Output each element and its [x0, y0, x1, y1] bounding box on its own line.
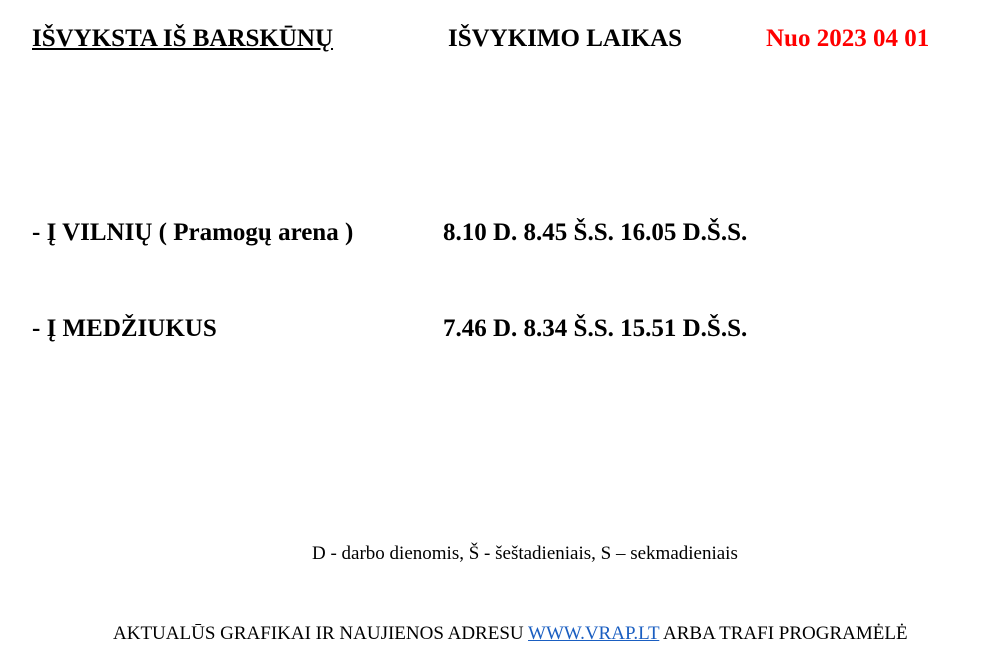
footer-text-after: ARBA TRAFI PROGRAMĖLĖ	[659, 623, 908, 644]
departs-from-heading: IŠVYKSTA IŠ BARSKŪNŲ	[32, 25, 334, 52]
schedule-legend: D - darbo dienomis, Š - šeštadieniais, S – sekmadieniais	[312, 543, 738, 564]
valid-from-date: Nuo 2023 04 01	[766, 25, 930, 52]
footer-note	[113, 622, 908, 646]
route-medziukai-times: 7.46 D. 8.34 Š.S. 15.51 D.Š.S.	[443, 315, 748, 342]
footer-text-before: AKTUALŪS GRAFIKAI IR NAUJIENOS ADRESU	[113, 623, 529, 644]
route-medziukai-destination: - Į MEDŽIUKUS	[32, 315, 217, 342]
vrap-website-link[interactable]: WWW.VRAP.LT	[528, 623, 660, 644]
departure-time-heading: IŠVYKIMO LAIKAS	[448, 25, 683, 52]
route-vilnius-destination: - Į VILNIŲ ( Pramogų arena )	[32, 219, 354, 246]
route-vilnius-times: 8.10 D. 8.45 Š.S. 16.05 D.Š.S.	[443, 219, 748, 246]
